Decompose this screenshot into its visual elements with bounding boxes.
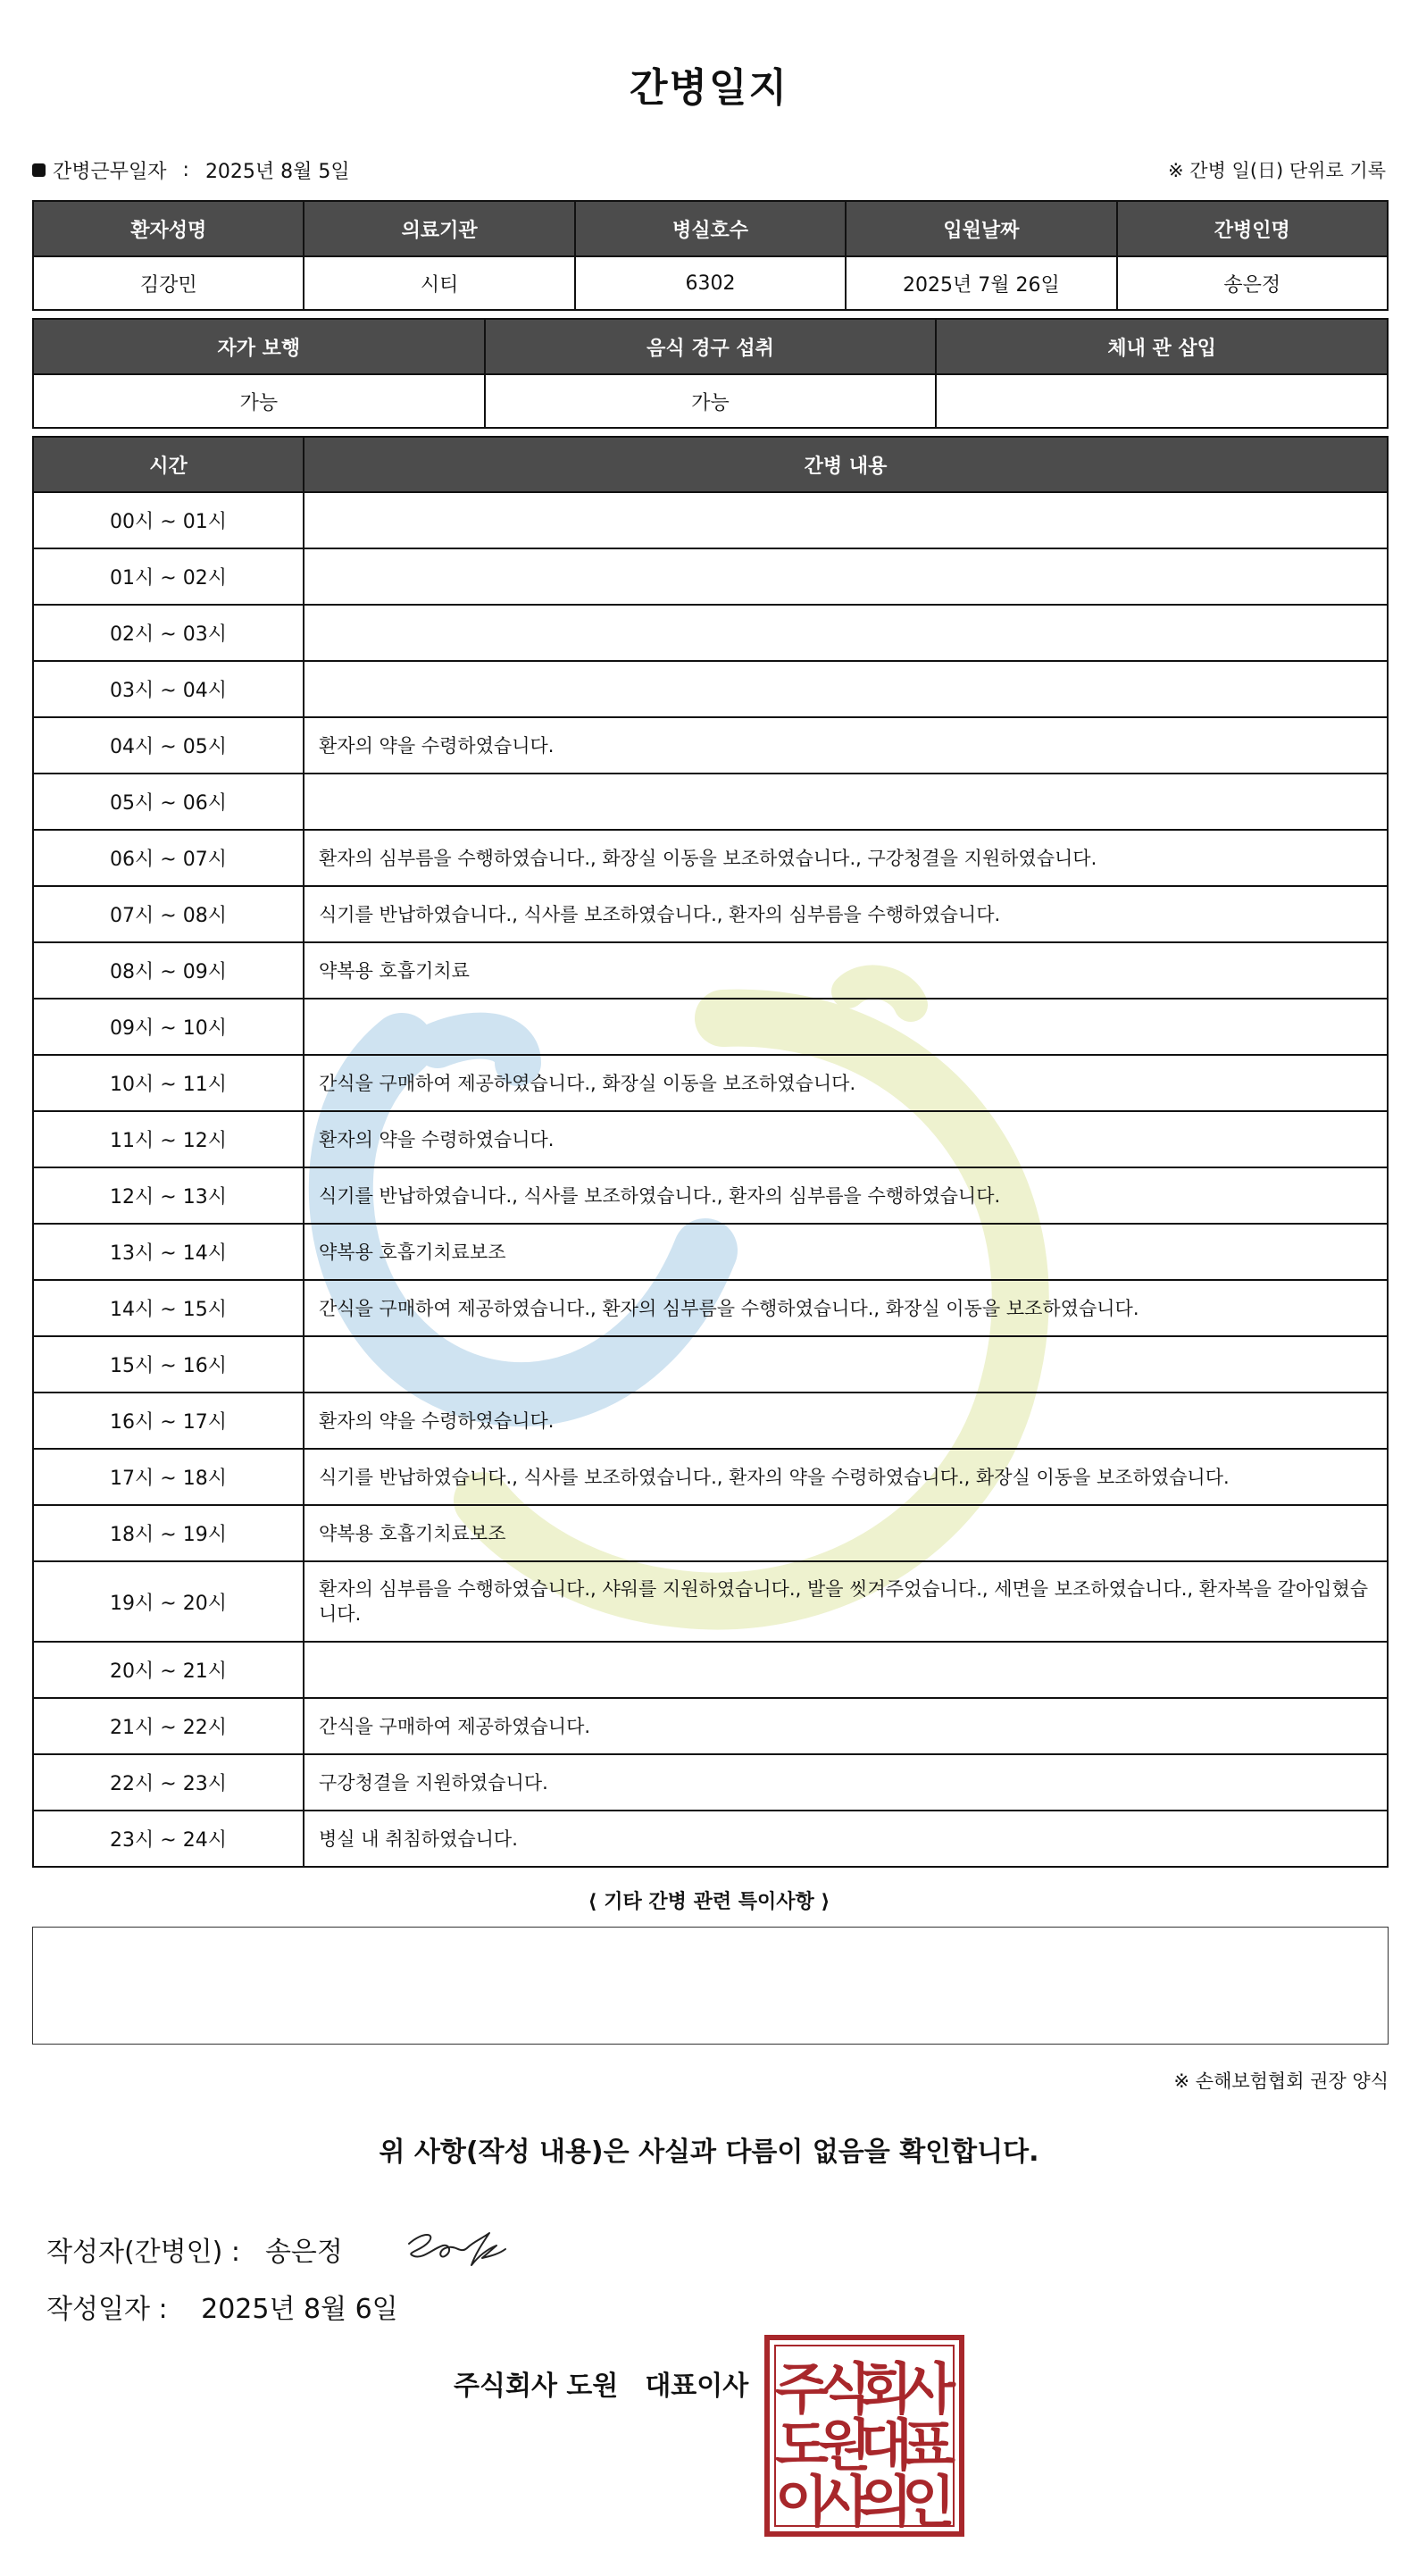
header-room-number: 병실호수 [575, 201, 846, 256]
log-content [304, 1336, 1388, 1393]
room-number-value: 6302 [575, 256, 846, 310]
log-time: 06시 ~ 07시 [33, 830, 304, 886]
log-content: 식기를 반납하였습니다., 식사를 보조하였습니다., 환자의 심부름을 수행하였습니다. [304, 886, 1388, 942]
work-date-row [32, 156, 1386, 187]
log-row [33, 717, 1388, 774]
log-content: 약복용 호흡기치료 [304, 942, 1388, 999]
log-time: 22시 ~ 23시 [33, 1754, 304, 1811]
log-content: 구강청결을 지원하였습니다. [304, 1754, 1388, 1811]
patient-status-value-row [33, 374, 1388, 428]
signature-icon [396, 2222, 521, 2276]
log-content: 환자의 심부름을 수행하였습니다., 샤워를 지원하였습니다., 발을 씻겨주었습니다., 세면을 보조하였습니다., 환자복을 갈아입혔습니다. [304, 1561, 1388, 1642]
log-content [304, 548, 1388, 605]
writer-row [46, 2222, 521, 2276]
hospital-value: 시티 [304, 256, 574, 310]
log-row [33, 1280, 1388, 1336]
log-row [33, 1505, 1388, 1561]
recommended-form-note: ※ 손해보험협회 권장 양식 [1173, 2070, 1389, 2092]
writer-label: 작성자(간병인) : [46, 2237, 240, 2268]
log-time: 09시 ~ 10시 [33, 999, 304, 1055]
company-seal-icon [764, 2335, 964, 2537]
header-admission-date: 입원날짜 [846, 201, 1116, 256]
header-self-walking: 자가 보행 [33, 319, 485, 374]
special-notes-title: ⟨ 기타 간병 관련 특이사항 ⟩ [588, 1891, 830, 1913]
log-content: 식기를 반납하였습니다., 식사를 보조하였습니다., 환자의 심부름을 수행하였습니다. [304, 1167, 1388, 1224]
log-time: 20시 ~ 21시 [33, 1642, 304, 1698]
log-time: 23시 ~ 24시 [33, 1811, 304, 1867]
svg-text:원: 원 [818, 2413, 872, 2478]
log-content [304, 605, 1388, 661]
log-row [33, 1055, 1388, 1111]
self-walking-value: 가능 [33, 374, 485, 428]
patient-info-value-row [33, 256, 1388, 310]
company-name: 주식회사 도원 [454, 2371, 619, 2402]
svg-text:의: 의 [859, 2469, 913, 2534]
log-time: 05시 ~ 06시 [33, 774, 304, 830]
log-row [33, 1393, 1388, 1449]
patient-status-table [32, 318, 1389, 429]
special-notes-box [32, 1927, 1389, 2045]
written-date-row [46, 2287, 398, 2326]
patient-info-table [32, 200, 1389, 311]
log-content [304, 1642, 1388, 1698]
log-content: 간식을 구매하여 제공하였습니다., 환자의 심부름을 수행하였습니다., 화장실 이동을 보조하였습니다. [304, 1280, 1388, 1336]
log-content: 약복용 호흡기치료보조 [304, 1224, 1388, 1280]
bullet-icon [32, 163, 46, 177]
work-date [32, 156, 350, 184]
header-caregiver-name: 간병인명 [1117, 201, 1388, 256]
svg-text:식: 식 [818, 2356, 872, 2421]
log-time: 16시 ~ 17시 [33, 1393, 304, 1449]
log-row [33, 548, 1388, 605]
page-title: 간병일지 [629, 65, 788, 111]
log-row [33, 1698, 1388, 1754]
log-content [304, 492, 1388, 548]
log-time: 00시 ~ 01시 [33, 492, 304, 548]
log-time: 19시 ~ 20시 [33, 1561, 304, 1642]
log-row [33, 661, 1388, 717]
log-content [304, 661, 1388, 717]
patient-info-header-row [33, 201, 1388, 256]
log-content: 환자의 심부름을 수행하였습니다., 화장실 이동을 보조하였습니다., 구강청결을 지원하였습니다. [304, 830, 1388, 886]
log-content: 간식을 구매하여 제공하였습니다., 화장실 이동을 보조하였습니다. [304, 1055, 1388, 1111]
log-row [33, 1561, 1388, 1642]
svg-text:도: 도 [775, 2413, 829, 2478]
log-time: 01시 ~ 02시 [33, 548, 304, 605]
header-hospital: 의료기관 [304, 201, 574, 256]
unit-note: ※ 간병 일(日) 단위로 기록 [1168, 160, 1386, 181]
written-date-value: 2025년 8월 6일 [201, 2294, 398, 2325]
svg-text:사: 사 [902, 2356, 955, 2421]
log-row [33, 1754, 1388, 1811]
log-content: 식기를 반납하였습니다., 식사를 보조하였습니다., 환자의 약을 수령하였습니다., 화장실 이동을 보조하였습니다. [304, 1449, 1388, 1505]
svg-text:인: 인 [902, 2469, 955, 2534]
written-date-label: 작성일자 : [46, 2294, 168, 2325]
log-time: 18시 ~ 19시 [33, 1505, 304, 1561]
work-date-separator: : [182, 159, 189, 181]
log-content: 환자의 약을 수령하였습니다. [304, 1111, 1388, 1167]
log-content: 약복용 호흡기치료보조 [304, 1505, 1388, 1561]
log-row [33, 1224, 1388, 1280]
log-time: 11시 ~ 12시 [33, 1111, 304, 1167]
tube-insertion-value [936, 374, 1388, 428]
log-row [33, 1642, 1388, 1698]
log-row [33, 1167, 1388, 1224]
svg-text:대: 대 [859, 2413, 913, 2478]
log-time: 10시 ~ 11시 [33, 1055, 304, 1111]
log-row [33, 830, 1388, 886]
header-care-content: 간병 내용 [304, 437, 1388, 492]
log-time: 03시 ~ 04시 [33, 661, 304, 717]
log-row [33, 492, 1388, 548]
patient-name-value: 김강민 [33, 256, 304, 310]
log-row [33, 605, 1388, 661]
header-time: 시간 [33, 437, 304, 492]
confirmation-statement: 위 사항(작성 내용)은 사실과 다름이 없음을 확인합니다. [379, 2137, 1039, 2168]
patient-status-header-row [33, 319, 1388, 374]
caregiver-name-value: 송은정 [1117, 256, 1388, 310]
header-patient-name: 환자성명 [33, 201, 304, 256]
log-row [33, 1336, 1388, 1393]
log-row [33, 1449, 1388, 1505]
svg-text:표: 표 [902, 2413, 955, 2478]
work-date-value: 2025년 8월 5일 [204, 161, 350, 183]
svg-text:사: 사 [818, 2469, 872, 2534]
log-row [33, 942, 1388, 999]
header-tube-insertion: 체내 관 삽입 [936, 319, 1388, 374]
log-time: 17시 ~ 18시 [33, 1449, 304, 1505]
svg-text:회: 회 [859, 2356, 913, 2421]
hourly-care-log-table [32, 436, 1389, 1868]
log-content: 간식을 구매하여 제공하였습니다. [304, 1698, 1388, 1754]
log-content [304, 774, 1388, 830]
work-date-label: 간병근무일자 [53, 161, 167, 183]
log-time: 14시 ~ 15시 [33, 1280, 304, 1336]
log-content: 환자의 약을 수령하였습니다. [304, 1393, 1388, 1449]
log-time: 08시 ~ 09시 [33, 942, 304, 999]
log-time: 13시 ~ 14시 [33, 1224, 304, 1280]
log-content: 병실 내 취침하였습니다. [304, 1811, 1388, 1867]
company-role: 대표이사 [645, 2371, 749, 2402]
log-row [33, 1811, 1388, 1867]
log-time: 21시 ~ 22시 [33, 1698, 304, 1754]
log-time: 02시 ~ 03시 [33, 605, 304, 661]
writer-name: 송은정 [264, 2237, 343, 2268]
svg-text:이: 이 [775, 2469, 829, 2534]
log-time: 12시 ~ 13시 [33, 1167, 304, 1224]
oral-intake-value: 가능 [485, 374, 937, 428]
svg-text:주: 주 [775, 2356, 829, 2421]
log-time: 15시 ~ 16시 [33, 1336, 304, 1393]
admission-date-value: 2025년 7월 26일 [846, 256, 1116, 310]
header-oral-intake: 음식 경구 섭취 [485, 319, 937, 374]
log-row [33, 774, 1388, 830]
log-row [33, 886, 1388, 942]
log-time: 04시 ~ 05시 [33, 717, 304, 774]
log-time: 07시 ~ 08시 [33, 886, 304, 942]
log-row [33, 999, 1388, 1055]
log-content [304, 999, 1388, 1055]
company-signature [454, 2363, 748, 2403]
log-row [33, 1111, 1388, 1167]
log-content: 환자의 약을 수령하였습니다. [304, 717, 1388, 774]
log-header-row [33, 437, 1388, 492]
